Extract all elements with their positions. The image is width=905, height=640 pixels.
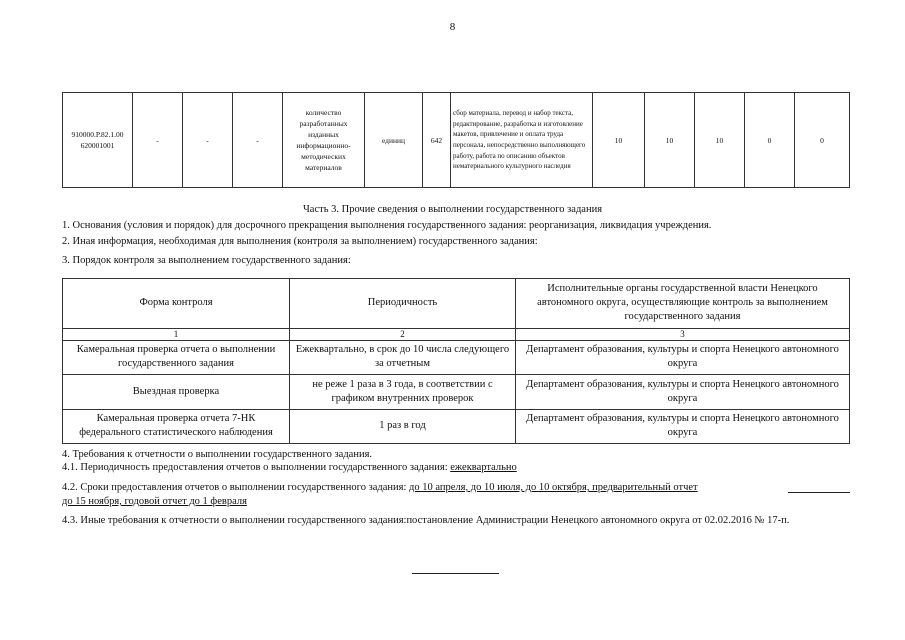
deadlines-value: до 10 апреля, до 10 июля, до 10 октября, предварительный отчет (409, 482, 698, 493)
work-description: сбор материала, перевод и набор текста, редактирование, разработка и изготовление макетов, привлечение и оплата труда персонала, непосредственно выполняющего работу, работа по описанию объектов нематериального культурного наследия (451, 93, 593, 188)
table-row (63, 93, 850, 188)
table-cell: Департамент образования, культуры и спорта Ненецкого автономного округа (516, 375, 850, 409)
unit: единиц (365, 93, 423, 188)
part3-title: Часть 3. Прочие сведения о выполнении государственного задания (302, 204, 603, 215)
table-cell: не реже 1 раза в 3 года, в соответствии с графиком внутренних проверок (290, 375, 516, 409)
paragraph-2: 2. Иная информация, необходимая для выполнения (контроля за выполнением) государственного задания: (62, 236, 538, 247)
paragraph-4-2-cont (62, 496, 247, 507)
table-cell: Ежеквартально, в срок до 10 числа следующего за отчетным (290, 340, 516, 374)
deadlines-value-2: до 15 ноября, годовой отчет до 1 февраля (62, 496, 247, 507)
header-authority: Исполнительные органы государственной власти Ненецкого автономного округа, осуществляющие контроль за выполнением государственного задания (516, 279, 850, 329)
table-cell: Департамент образования, культуры и спорта Ненецкого автономного округа (516, 340, 850, 374)
column-number: 3 (516, 328, 850, 340)
table-cell: - (133, 93, 183, 188)
column-number: 2 (290, 328, 516, 340)
underline-rule (788, 492, 850, 493)
label: 4.2. Сроки предоставления отчетов о выполнении государственного задания: (62, 482, 410, 493)
value-cell: 10 (593, 93, 645, 188)
header-periodicity: Периодичность (290, 279, 516, 329)
paragraph-4: 4. Требования к отчетности о выполнении государственного задания. (62, 449, 373, 460)
paragraph-4-2 (62, 482, 698, 493)
value-cell: 0 (745, 93, 795, 188)
periodicity-value: ежеквартально (450, 462, 517, 473)
table-row (63, 340, 850, 374)
table-cell: Департамент образования, культуры и спорта Ненецкого автономного округа (516, 409, 850, 443)
table-header-row (63, 279, 850, 329)
paragraph-3: 3. Порядок контроля за выполнением государственного задания: (62, 255, 351, 266)
column-number-row (63, 328, 850, 340)
footer-separator (412, 573, 499, 574)
table-cell: Камеральная проверка отчета о выполнении государственного задания (63, 340, 290, 374)
label: 4.1. Периодичность предоставления отчетов о выполнении государственного задания: (62, 462, 451, 473)
table-row (63, 375, 850, 409)
header-form: Форма контроля (63, 279, 290, 329)
column-number: 1 (63, 328, 290, 340)
registry-code: 910000.Р.82.1.00 620001001 (63, 93, 133, 188)
table-cell: Камеральная проверка отчета 7-НК федерального статистического наблюдения (63, 409, 290, 443)
table-cell: 1 раз в год (290, 409, 516, 443)
indicators-table (62, 92, 850, 188)
page-number: 8 (449, 21, 456, 33)
okei-code: 642 (423, 93, 451, 188)
control-table (62, 278, 850, 444)
paragraph-1: 1. Основания (условия и порядок) для досрочного прекращения выполнения государственного задания: реорганизация, ликвидация учреждения. (62, 220, 712, 231)
table-cell: Выездная проверка (63, 375, 290, 409)
value-cell: 0 (795, 93, 850, 188)
table-cell: - (233, 93, 283, 188)
table-cell: - (183, 93, 233, 188)
indicator-name: количество разработанных изданных информационно-методических материалов (283, 93, 365, 188)
value-cell: 10 (645, 93, 695, 188)
paragraph-4-1 (62, 462, 517, 473)
paragraph-4-3: 4.3. Иные требования к отчетности о выполнении государственного задания:постановление Администрации Ненецкого автономного округа от 02.02.2016 № 17-п. (62, 515, 790, 526)
value-cell: 10 (695, 93, 745, 188)
table-row (63, 409, 850, 443)
